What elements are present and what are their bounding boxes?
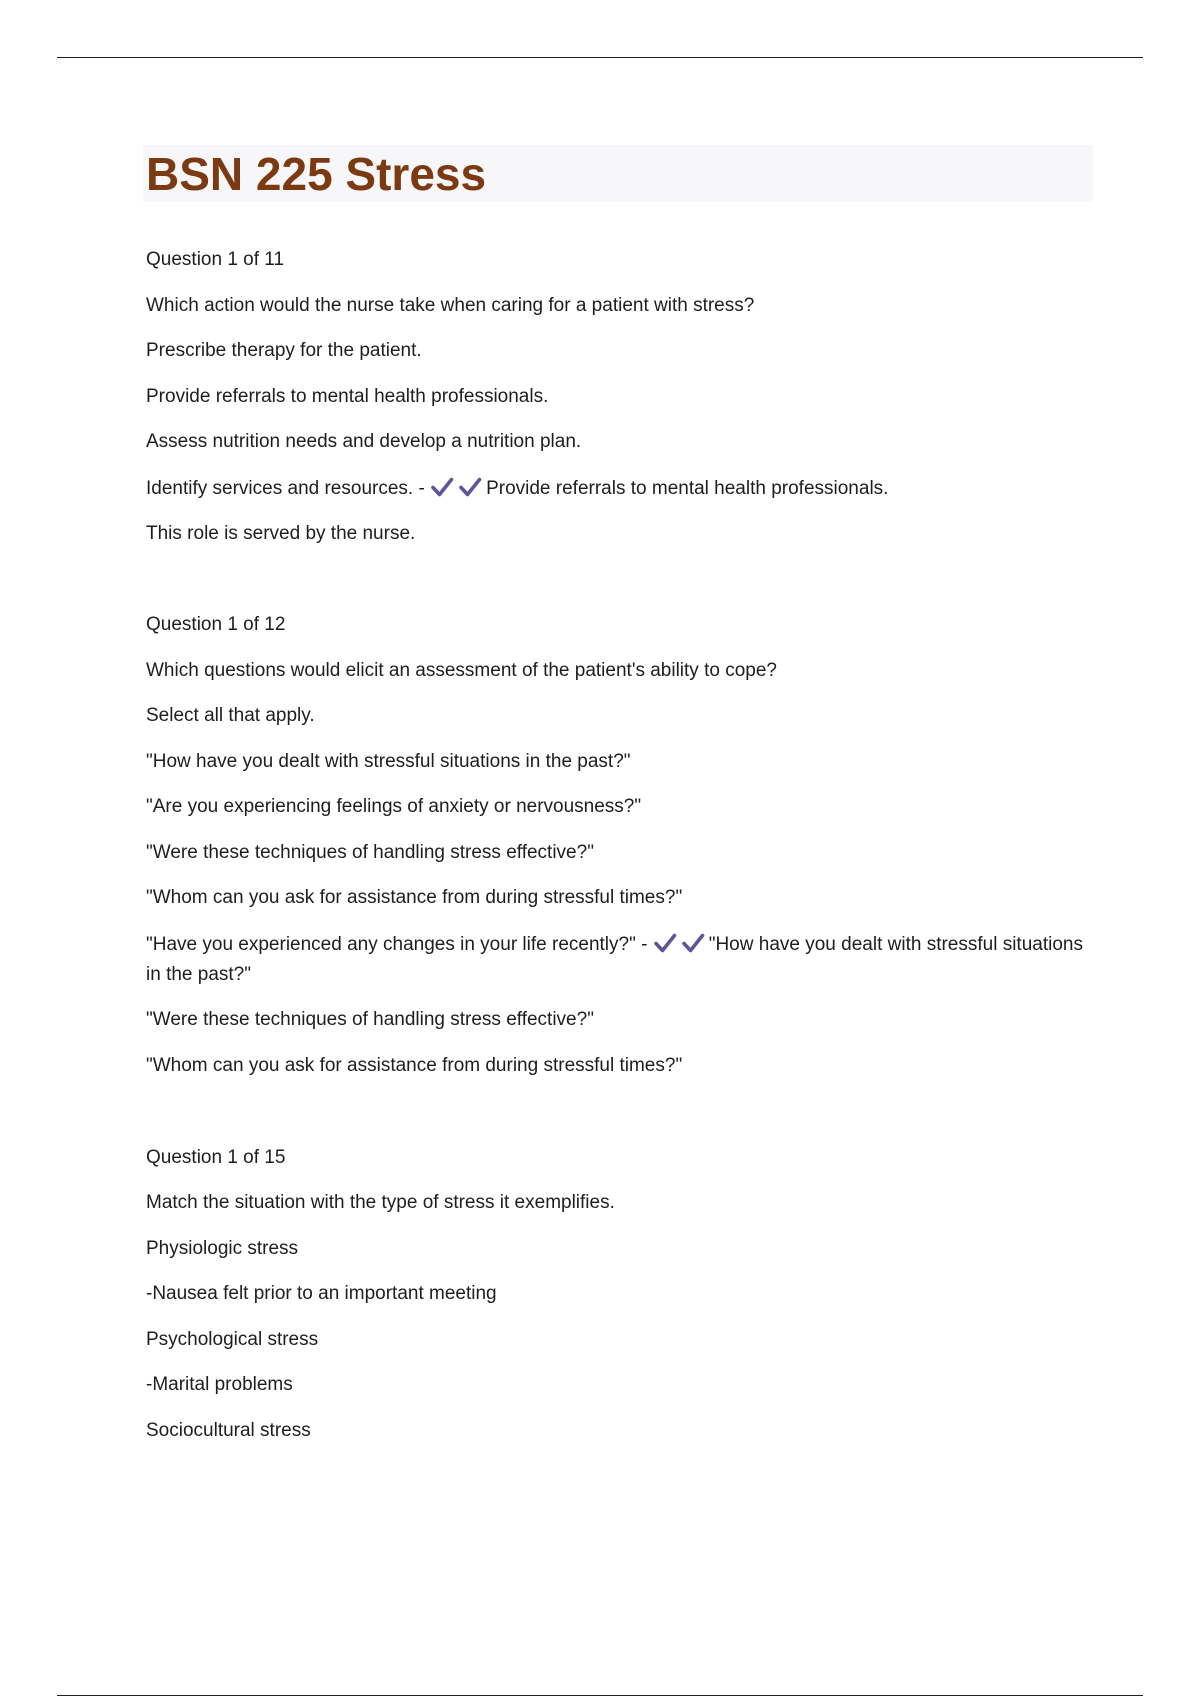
answer-key-line	[146, 474, 888, 504]
correct-answer: Provide referrals to mental health professionals.	[486, 478, 889, 499]
answer-key-line	[146, 930, 1086, 990]
question-instruction: Select all that apply.	[146, 705, 315, 726]
checkmark-icon	[653, 932, 677, 954]
question-prompt: Which questions would elicit an assessment of the patient's ability to cope?	[146, 660, 777, 681]
rationale-text: This role is served by the nurse.	[146, 523, 416, 544]
answer-option: "Were these techniques of handling stress effective?"	[146, 842, 594, 863]
correct-answer: "How have you dealt with stressful situations in the past?"	[146, 934, 1083, 985]
answer-option: Provide referrals to mental health professionals.	[146, 386, 549, 407]
correct-answer: "Whom can you ask for assistance from during stressful times?"	[146, 1055, 683, 1076]
answer-option: "Are you experiencing feelings of anxiety or nervousness?"	[146, 796, 642, 817]
match-category: Physiologic stress	[146, 1238, 299, 1259]
answer-option: "Have you experienced any changes in your life recently?" -	[146, 934, 648, 955]
top-rule	[57, 57, 1143, 58]
question-prompt: Match the situation with the type of stress it exemplifies.	[146, 1192, 615, 1213]
checkmark-icon	[430, 476, 454, 498]
answer-option: Assess nutrition needs and develop a nutrition plan.	[146, 431, 582, 452]
bottom-rule	[57, 1695, 1143, 1696]
match-example: -Marital problems	[146, 1374, 293, 1395]
question-label: Question 1 of 15	[146, 1147, 286, 1168]
document-title: BSN 225 Stress	[146, 148, 487, 200]
match-category: Sociocultural stress	[146, 1420, 311, 1441]
question-label: Question 1 of 11	[146, 249, 285, 270]
answer-option: Prescribe therapy for the patient.	[146, 340, 422, 361]
question-prompt: Which action would the nurse take when caring for a patient with stress?	[146, 295, 755, 316]
question-label: Question 1 of 12	[146, 614, 286, 635]
answer-option: "Whom can you ask for assistance from during stressful times?"	[146, 887, 683, 908]
correct-answer: "Were these techniques of handling stress effective?"	[146, 1009, 594, 1030]
checkmark-icon	[458, 476, 482, 498]
match-example: -Nausea felt prior to an important meeting	[146, 1283, 497, 1304]
answer-option: "How have you dealt with stressful situations in the past?"	[146, 751, 631, 772]
checkmark-icon	[681, 932, 705, 954]
answer-option: Identify services and resources. -	[146, 478, 425, 499]
match-category: Psychological stress	[146, 1329, 319, 1350]
